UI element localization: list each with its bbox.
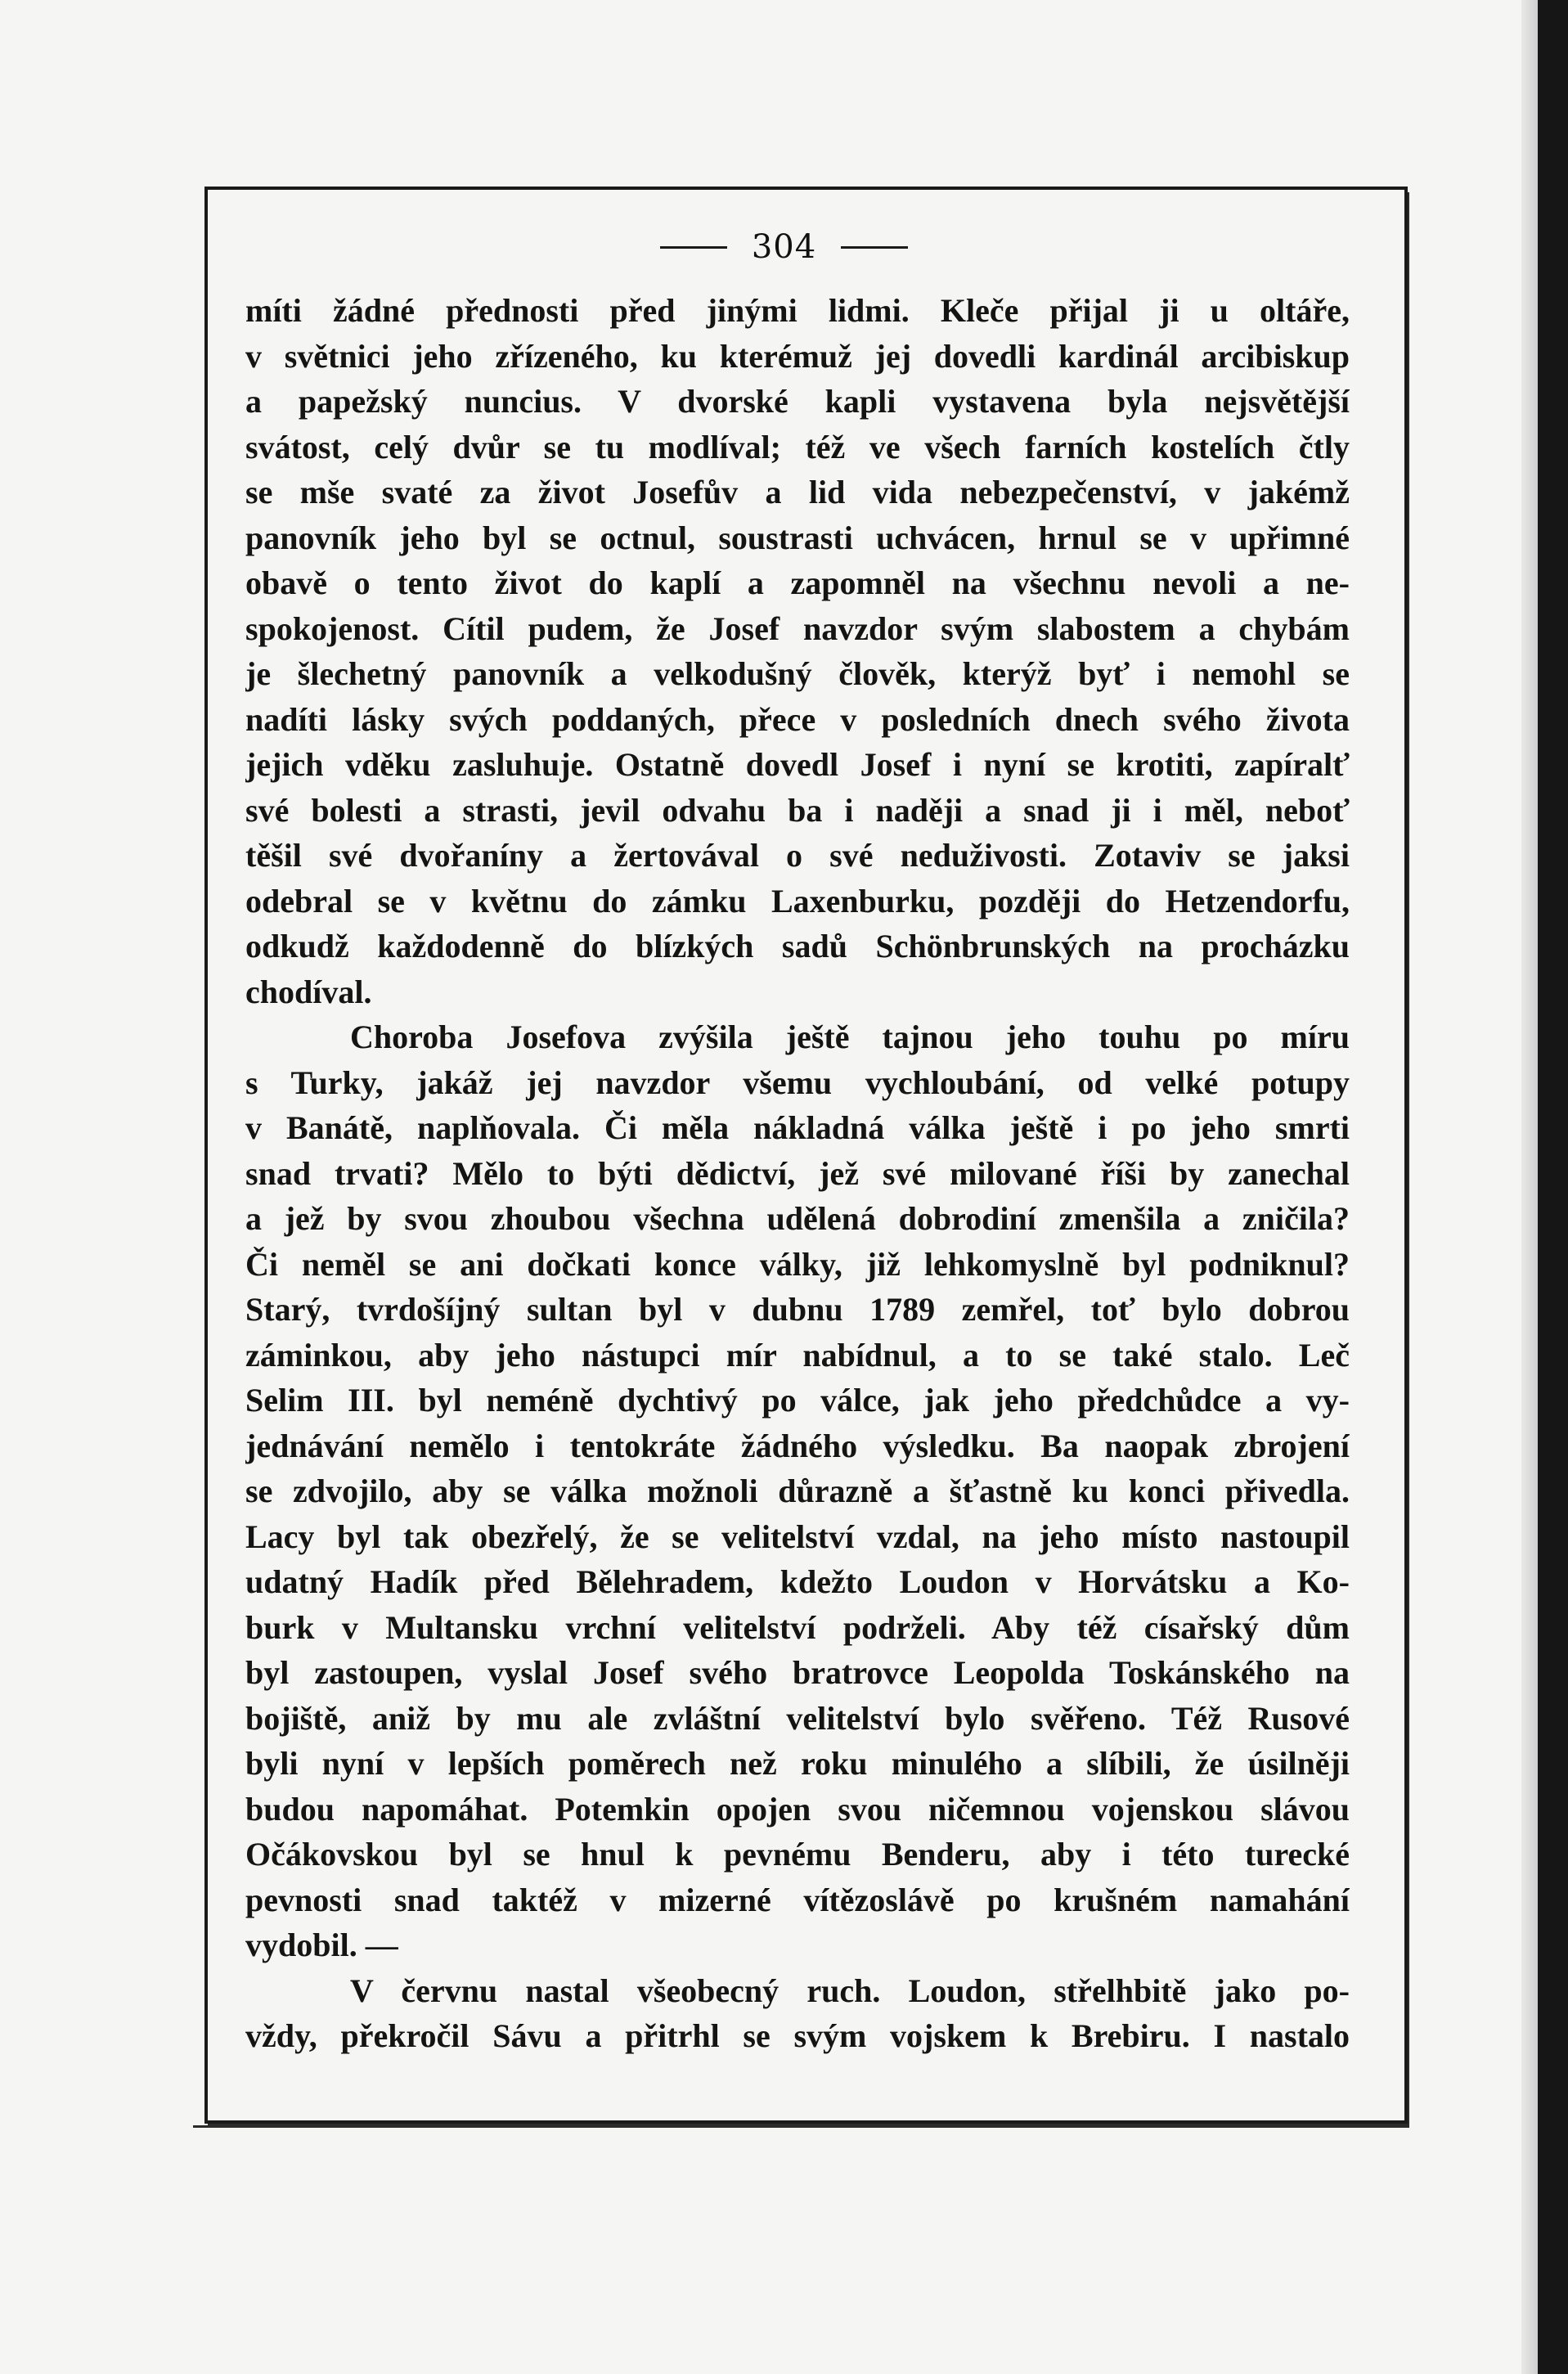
text-line: spokojenost. Cítil pudem, že Josef navzdor svým slabostem a chybám bbox=[245, 609, 1350, 647]
text-line: Choroba Josefova zvýšila ještě tajnou jeho touhu po míru bbox=[350, 1018, 1350, 1055]
text-line: odkudž každodenně do blízkých sadů Schönbrunských na procházku bbox=[245, 928, 1350, 964]
text-line: Starý, tvrdošíjný sultan byl v dubnu 1789 zemřel, toť bylo dobrou bbox=[245, 1291, 1350, 1328]
header-dash-left bbox=[660, 246, 727, 249]
text-line: Lacy byl tak obezřelý, že se velitelství vzdal, na jeho místo nastoupil bbox=[245, 1517, 1350, 1555]
text-line: a papežský nuncius. V dvorské kapli vystavena byla nejsvětější bbox=[245, 383, 1350, 420]
text-line: své bolesti a strasti, jevil odvahu ba i naději a snad ji i měl, neboť bbox=[245, 791, 1350, 829]
text-line: záminkou, aby jeho nástupci mír nabídnul, a to se také stalo. Leč bbox=[245, 1336, 1350, 1374]
text-line: chodíval. bbox=[245, 973, 372, 1010]
text-line: a jež by svou zhoubou všechna udělená dobrodiní zmenšila a zničila? bbox=[245, 1200, 1350, 1237]
text-line: v Banátě, naplňovala. Či měla nákladná válka ještě i po jeho smrti bbox=[245, 1109, 1350, 1146]
text-line: panovník jeho byl se octnul, soustrasti uchvácen, hrnul se v upřimné bbox=[245, 519, 1350, 556]
text-line: budou napomáhat. Potemkin opojen svou ničemnou vojenskou slávou bbox=[245, 1790, 1350, 1828]
text-line: odebral se v květnu do zámku Laxenburku, později do Hetzendorfu, bbox=[245, 882, 1350, 919]
page-edge bbox=[1521, 0, 1538, 2374]
page-number: 304 bbox=[751, 228, 817, 266]
text-line: s Turky, jakáž jej navzdor všemu vychloubání, od velké potupy bbox=[245, 1063, 1350, 1101]
text-line: byl zastoupen, vyslal Josef svého bratrovce Leopolda Toskánského na bbox=[245, 1654, 1350, 1691]
text-line: vždy, překročil Sávu a přitrhl se svým vojskem k Brebiru. I nastalo bbox=[245, 2017, 1350, 2054]
header-dash-right bbox=[841, 246, 908, 249]
text-line: Selim III. byl neméně dychtivý po válce, jak jeho předchůdce a vy- bbox=[245, 1382, 1350, 1419]
text-line: jednávání nemělo i tentokráte žádného výsledku. Ba naopak zbrojení bbox=[245, 1427, 1350, 1464]
frame-bottom-rule bbox=[193, 2125, 1402, 2128]
text-line: burk v Multansku vrchní velitelství podrželi. Aby též císařský dům bbox=[245, 1608, 1350, 1646]
text-line: nadíti lásky svých poddaných, přece v posledních dnech svého života bbox=[245, 700, 1350, 738]
text-line: vydobil. — bbox=[245, 1927, 398, 1963]
body-text bbox=[245, 288, 1350, 2059]
text-line: míti žádné přednosti před jinými lidmi. Kleče přijal ji u oltáře, bbox=[245, 292, 1350, 329]
text-line: Očákovskou byl se hnul k pevnému Benderu, aby i této turecké bbox=[245, 1836, 1350, 1873]
text-line: Či neměl se ani dočkati konce války, již lehkomyslně byl podniknul? bbox=[245, 1245, 1350, 1283]
text-line: udatný Hadík před Bělehradem, kdežto Loudon v Horvátsku a Ko- bbox=[245, 1563, 1350, 1600]
text-line: v světnici jeho zřízeného, ku kterémuž jej dovedli kardinál arcibiskup bbox=[245, 337, 1350, 375]
page-header bbox=[0, 223, 1568, 272]
text-line: svátost, celý dvůr se tu modlíval; též ve všech farních kostelích čtly bbox=[245, 428, 1350, 465]
text-line: jejich vděku zasluhuje. Ostatně dovedl Josef i nyní se krotiti, zapíralť bbox=[245, 746, 1350, 783]
text-line: se mše svaté za život Josefův a lid vida nebezpečenství, v jakémž bbox=[245, 474, 1350, 510]
text-line: V červnu nastal všeobecný ruch. Loudon, střelhbitě jako po- bbox=[350, 1972, 1350, 2009]
text-line: obavě o tento život do kaplí a zapomněl na všechnu nevoli a ne- bbox=[245, 564, 1350, 601]
text-line: snad trvati? Mělo to býti dědictví, jež své milované říši by zanechal bbox=[245, 1154, 1350, 1192]
text-line: je šlechetný panovník a velkodušný člověk, kterýž byť i nemohl se bbox=[245, 655, 1350, 692]
text-line: se zdvojilo, aby se válka možnoli důrazně a šťastně ku konci přivedla. bbox=[245, 1473, 1350, 1509]
text-line: byli nyní v lepších poměrech než roku minulého a slíbili, že úsilněji bbox=[245, 1745, 1350, 1782]
text-line: bojiště, aniž by mu ale zvláštní velitelství bylo svěřeno. Též Rusové bbox=[245, 1699, 1350, 1737]
text-line: pevnosti snad taktéž v mizerné vítězoslávě po krušném namahání bbox=[245, 1881, 1350, 1918]
text-line: těšil své dvořaníny a žertovával o své neduživosti. Zotaviv se jaksi bbox=[245, 837, 1350, 874]
